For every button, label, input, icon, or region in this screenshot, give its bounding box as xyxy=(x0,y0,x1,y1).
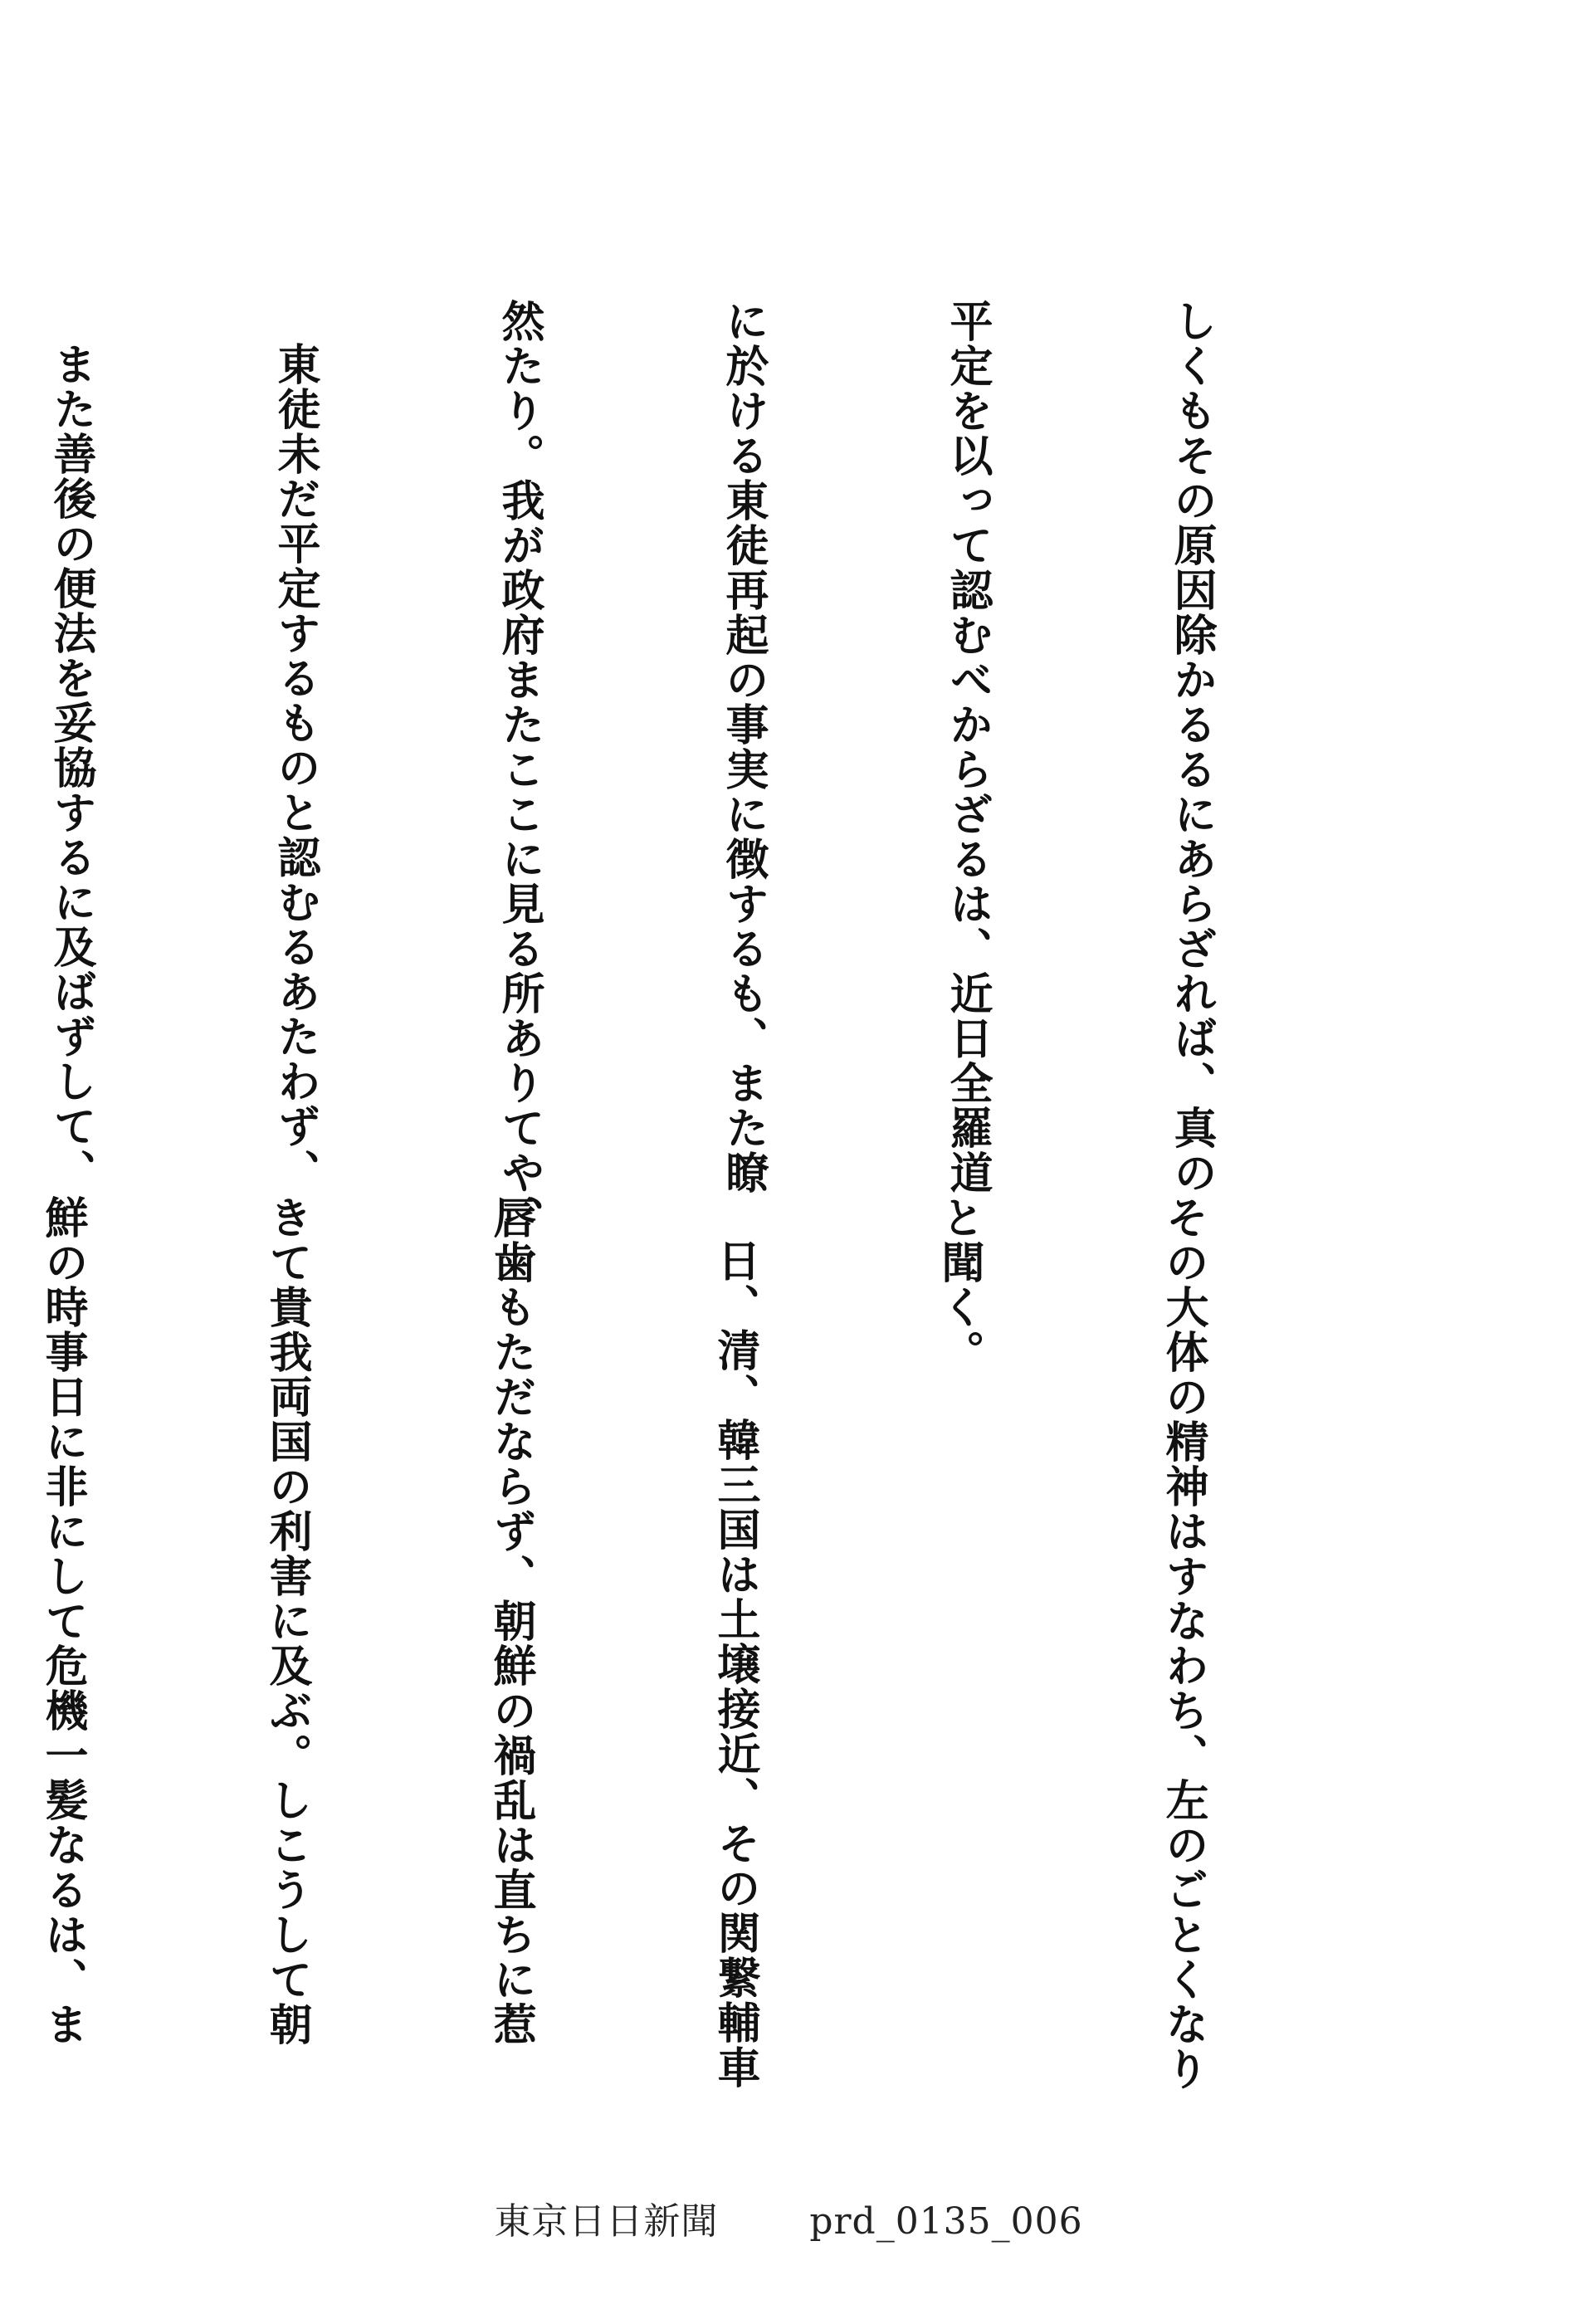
footer-source: 東京日日新聞 xyxy=(494,2200,719,2243)
text-column: 鮮の時事日に非にして危機一髪なるは、ま xyxy=(37,1195,88,2047)
text-column: しくもその原因除かるるにあらざれば、真の xyxy=(1166,299,1217,1195)
text-column: また善後の便法を妥協するに及ばずして、 xyxy=(46,342,96,1194)
text-column: 日、清、韓三国は土壌接近、その関繋輔車 xyxy=(710,1238,760,2090)
upper-text-block xyxy=(46,299,1378,1240)
text-column: と聞く。 xyxy=(934,1195,984,1374)
text-column: 唇歯もただならず、朝鮮の禍乱は直ちに惹 xyxy=(486,1195,536,2047)
text-column: 然たり。我が政府またここに見る所ありてや、 xyxy=(494,299,544,1240)
lower-text-block xyxy=(37,1195,1370,2092)
text-column: その大体の精神はすなわち、左のごとくなり xyxy=(1158,1195,1208,2092)
text-column: きて貴我両国の利害に及ぶ。しこうして朝 xyxy=(261,1195,312,2047)
text-column: 平定を以って認むべからざるは、近日全羅道 xyxy=(942,299,993,1195)
text-column: に於ける東徒再起の事実に徴するも、また瞭 xyxy=(718,299,769,1195)
text-column: 東徒未だ平定するものと認むるあたわず、 xyxy=(270,342,320,1194)
footer-id: prd_0135_006 xyxy=(809,2200,1083,2243)
page-footer xyxy=(0,2191,1577,2244)
